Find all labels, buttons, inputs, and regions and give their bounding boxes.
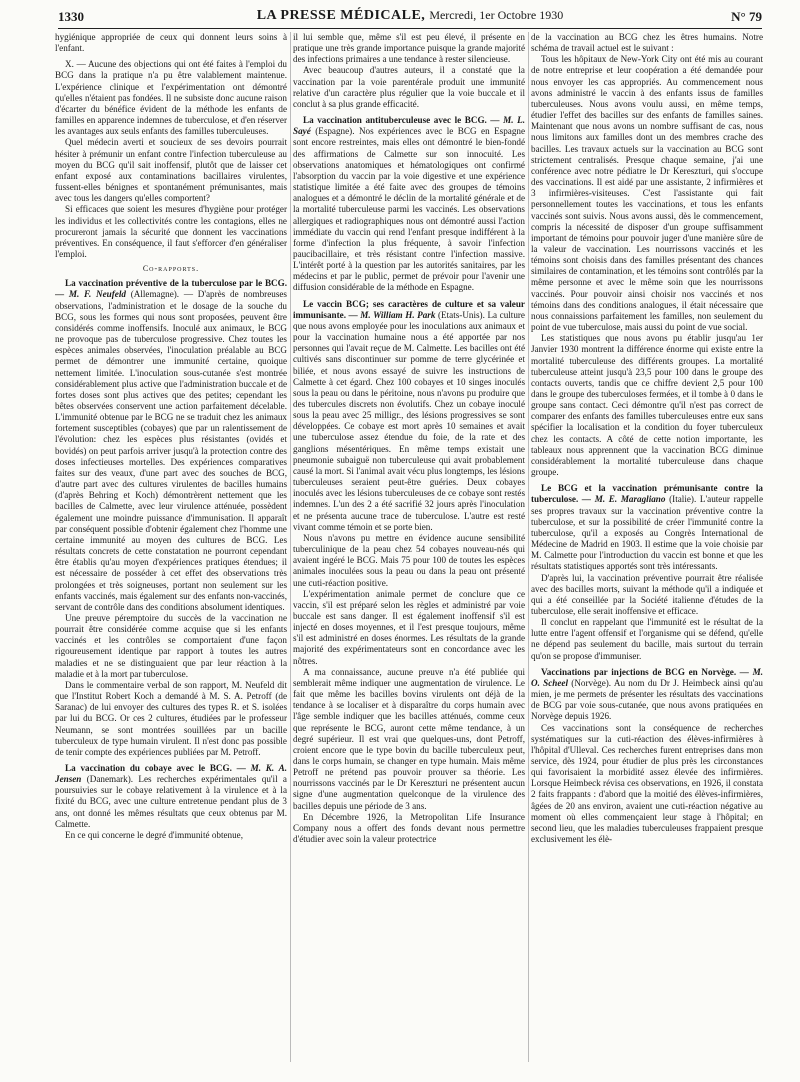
paragraph: En ce qui concerne le degré d'immunité obtenue, (65, 829, 243, 840)
report-author: — M. William H. Park (348, 309, 436, 320)
text-column-2 (293, 32, 525, 1072)
paragraph: A ma connaissance, aucune preuve n'a été publiée qui semblerait même indiquer une augmentation de virulence. Le fait que même les bacilles bovins virulents ont déjà de la tendance à se localiser et à disparaître du corps humain avec l'âge semble indiquer que les bacilles atténués, comme ceux que représente le BCG, auront cette même tendance, à un degré supérieur. Il est vrai que quelques-uns, dont Petroff, croient encore que le type bovin du bacille tuberculeux peut, dans le corps humain, se changer en type humain. Mais même Petroff ne prétend pas pouvoir prouver sa théorie. Les nourrissons vaccinés par le Dr Kereszturi ne présentent aucun signe d'une augmentation quelconque de la virulence des bacilles depuis une période de 3 ans. (293, 666, 525, 811)
issue-number: N° 79 (731, 9, 762, 24)
report-country: (Danemark). (81, 774, 139, 785)
paragraph: Nous n'avons pu mettre en évidence aucune sensibilité tuberculinique de la peau chez 54 cobayes nouveau-nés qui avaient ingéré le BCG. Mais 75 pour 100 de toutes les espèces animales inoculées sous la peau ou dans la peau ont présenté une cuti-réaction positive. (293, 532, 525, 588)
page-number: 1330 (58, 9, 84, 24)
paragraph: Ces vaccinations sont la conséquence de recherches systématiques sur la cuti-réaction des élèves-infirmières à l'hôpital d'Ulleval. Ces recherches furent entreprises dans mon service, dès 1924, pour étudier de plus près les circonstances qui favorisaient la morbidité assez élevée des infirmières. Lorsque Heimbeck révisa ces observations, en 1926, il constata 2 faits frappants : d'abord que la moitié des élèves-infirmières, âgées de 20 ans environ, avaient une cuti-réaction négative au moment où elles commençaient leur stage à l'hôpital; en second lieu, que les maladies tuberculeuses frappaient presque exclusivement les élè- (531, 722, 763, 845)
report-author: — M. L. Sayé (293, 115, 525, 137)
column-divider (528, 32, 529, 1062)
report-title: Vaccinations par injections de BCG en Norvège. (541, 666, 740, 677)
report-body: Au nom du Dr J. Heimbeck ainsi qu'au mien, je me permets de présenter les résultats des vaccinations de BCG par voie sous-cutanée, que nous avons pratiquées en Norvège depuis 1926. (531, 677, 763, 722)
paragraph: Il conclut en rappelant que l'immunité est le résultat de la lutte entre l'agent offensif et l'organisme qui se défend, qu'elle ne dépend pas seulement du bacille, mais surtout du terrain qu'on se propose d'immuniser. (531, 617, 763, 661)
report-title: La vaccination antituberculeuse avec le BCG. (303, 115, 491, 126)
report-author: — M. K. A. Jensen (55, 763, 287, 785)
column-divider (290, 32, 291, 1062)
journal-title (58, 8, 762, 24)
text-column-1 (55, 32, 287, 1072)
report-country: (Norvège). (568, 677, 614, 688)
report-country: (Etats-Unis). (435, 309, 488, 320)
paragraph: Les statistiques que nous avons pu établir jusqu'au 1er Janvier 1930 montrent la différence énorme qui existe entre la mortalité tuberculeuse des différents groupes. La mortalité tuberculeuse atteint jusqu'à 23,5 pour 100 dans le groupe des contacts ouverts, tandis que ce chiffre devient 2,5 pour 100 dans le groupe des tuberculoses fermées, et il tombe à 0 dans le groupe sans contact. Ceci démontre qu'il n'est pas correct de comparer des enfants des familles tuberculeuses entre eux sans spécifier la localisation et la condition du foyer tuberculeux chez les contacts. A côté de cette notion importante, les tableaux nous apprennent que la vaccination BCG diminue considérablement la mortalité tuberculeuse dans chaque groupe. (531, 333, 763, 478)
paragraph: Si efficaces que soient les mesures d'hygiène pour protéger les individus et les collectivités contre les contagions, elles ne procureront jamais la sécurité que donnent les vaccinations préventives. En conséquence, il faut s'efforcer d'en généraliser l'emploi. (55, 204, 287, 259)
paragraph: il lui semble que, même s'il est peu élevé, il présente en pratique une très grande importance puisque la grande majorité des infections primaires a une tendance à rester silencieuse. (293, 32, 525, 65)
report-country: (Allemagne). — (125, 289, 198, 300)
report-body: D'après de nombreuses observations, l'administration et le dosage de la souche du BCG, sous les formes qui nous sont proposées, peuvent être considérés comme inoffensifs. Inoculé aux animaux, le BCG ne provoque pas de tuberculose progressive. Chez toutes les espèces animales observées, l'inoculation préalable au BCG permet de démontrer une immunité certaine, quoique nettement limitée. L'inoculation sous-cutanée s'est montrée considérablement plus active que l'administration buccale et de fortes doses sont plus actives que des petites; cependant les bêtes observées conservent une action parfaitement décelable. L'immunité obtenue par le BCG ne se traduit chez les animaux fortement susceptibles (cobayes) que par un ralentissement de l'évolution: chez les espèces plus résistantes (ovidés et bovidés) on peut parfois arriver jusqu'à la protection contre des doses infectieuses mortelles. Des expériences comparatives faites sur des veaux, d'une part avec des souches de BCG, d'autre part avec des cultures virulentes de bacilles humains (d'après Behring et Koch) démontrèrent nettement que les bacilles de Calmette, avec leur virulence atténuée, possèdent également une moindre puissance d'immunisation. Il apparaît par conséquent possible d'obtenir également chez l'homme une certaine immunité au moyen des cultures de BCG. Les résultats concrets de cette constatation ne pourront cependant être établis qu'au moyen d'expériences pratiques étendues; il est nécessaire de posséder à cet effet des observations très prolongées et très soigneuses, portant non seulement sur les enfants vaccinés, mais également sur des enfants non-vaccinés, servant de contrôle dans des conditions absolument identiques. (55, 289, 287, 612)
section-heading: Co-rapports. (142, 264, 200, 274)
paragraph: hygiénique appropriée de ceux qui donnent leurs soins à l'enfant. (55, 32, 287, 54)
paragraph: de la vaccination au BCG chez les êtres humains. Notre schéma de travail actuel est le suivant : (531, 32, 763, 54)
report-author: — M. E. Maragliano (581, 494, 666, 505)
text-column-3 (531, 32, 763, 1072)
report-body: Les recherches expérimentales qu'il a poursuivies sur le cobaye relativement à la virulence et à la fixité du BCG, avec une culture entretenue pendant plus de 3 ans, ont donné les mêmes résultats que ceux obtenus par M. Calmette. (55, 774, 287, 829)
paragraph: D'après lui, la vaccination préventive pourrait être réalisée avec des bacilles morts, suivant la méthode qu'il a indiquée et qui a été conseillée par la Société italienne d'études de la tuberculose, elle serait inoffensive et efficace. (531, 572, 763, 616)
report-author: — M. F. Neufeld (55, 289, 126, 300)
report-title: Le vaccin BCG; ses caractères de culture et sa valeur immunisante. (293, 298, 525, 320)
paragraph: L'expérimentation animale permet de conclure que ce vaccin, s'il est préparé selon les règles et administré par voie buccale est sans danger. Il est également inoffensif s'il est injecté en doses moyennes, et il l'est presque toujours, même s'il est administré en doses énormes. Les résultats de la grande majorité des expérimentateurs sont en concordance avec les nôtres. (293, 588, 525, 666)
paragraph: Dans le commentaire verbal de son rapport, M. Neufeld dit que l'Institut Robert Koch a demandé à M. S. A. Petroff (de Saranac) de lui envoyer des cultures des types R. et S. isolées par lui du BCG. Or ces 2 cultures, étudiées par le professeur Neumann, se sont montrées souillées par un bacille tuberculeux de type humain virulent. Il n'est donc pas possible de tenir compte des expériences publiées par M. Petroff. (55, 679, 287, 757)
article-report (531, 667, 763, 723)
article-report (55, 763, 287, 830)
report-body: L'auteur rappelle ses propres travaux sur la vaccination préventive contre la tuberculose, et sur la possibilité de créer l'immunité contre la tuberculose, qu'il a exposés au Congrès International de Médecine de Madrid en 1903. Il estime que la voie choisie par M. Calmette pour l'introduction du vaccin est bonne et que les résultats statistiques apportés sont très intéressants. (531, 494, 763, 572)
page-header (58, 6, 762, 29)
report-country: (Italie). (665, 494, 700, 505)
report-title: La vaccination préventive de la tuberculose par le BCG. (65, 278, 287, 289)
paragraph: X. — Aucune des objections qui ont été faites à l'emploi du BCG dans la pratique n'a pu être valablement maintenue. L'expérience clinique et l'expérimentation ont démontré qu'elles n'étaient pas fondées. Il ne subsiste donc aucune raison d'écarter du bénéfice évident de la méthode les enfants de familles en apparence indemnes de tuberculose, et d'en réserver les avantages aux seuls enfants des familles tuberculeuses. (55, 59, 287, 137)
report-title: La vaccination du cobaye avec le BCG. (65, 763, 237, 773)
report-author: — M. O. Scheel (531, 666, 763, 688)
report-body: La culture que nous avons employée pour les inoculations aux animaux et pour la vaccination humaine nous a été apportée par nos personnes qui l'avait reçue de M. Calmette. Les bacilles ont été cultivés sans discontinuer sur pomme de terre glycérinée et biliée, et nous avons essayé de suivre les instructions de Calmette à cet égard. Chez 100 cobayes et 10 singes inoculés sous la peau ou dans le péritoine, nous n'avons pu produire que des tubercules discrets non évolutifs. Chez un cobaye inoculé sous la peau avec 25 milligr., des lésions progressives se sont développées. Ce cobaye est mort après 10 semaines et avait une tuberculose assez étendue du foie, de la rate et des ganglions mésentériques. En même temps existait une pneumonie subaiguë non tuberculeuse qui avait probablement causé la mort. Si l'animal avait vécu plus longtemps, les lésions tuberculeuses seraient peut-être guéries. Deux cobayes inoculés avec les lésions tuberculeuses de ce cobaye sont restés indemnes. L'un des 2 a été sacrifié 32 jours après l'inoculation et ne présenta aucune trace de tuberculose. L'autre est resté vivant comme témoin et se porte bien. (293, 309, 525, 532)
paragraph: Tous les hôpitaux de New-York City ont été mis au courant de notre entreprise et leur coopération a été demandée pour nous envoyer les cas appropriés. Au commencement nous avons administré le vaccin à des enfants issus de familles tuberculeuses. Nous avons voulu aussi, en même temps, étudier l'effet des bacilles sur des enfants de familles saines. Maintenant que nous avons un nombre suffisant de cas, nous nous limitons aux familles dont un des membres crache des bacilles. Les travaux actuels sur la vaccination au BCG sont strictement centralisés. Presque chaque semaine, j'ai une conférence avec notre pédiatre le Dr Kereszturi, qui s'occupe des vaccinations. Il est aidé par une assistante, 2 infirmières et 3 infirmières-visiteuses. C'est l'assistante qui fait personnellement toutes les vaccinations, et tous les enfants vaccinés sont suivis. Nous avons aussi, dès le commencement, compris la nécessité de disposer d'un groupe suffisamment important de témoins pour pouvoir juger d'une manière sûre de la valeur de vaccination. Les nourrissons vaccinés et les témoins sont choisis dans des familles présentant des chances similaires de contamination, et les témoins sont contrôlés par la même personne et avec le même soin que les nourrissons vaccinés. Pour pouvoir ainsi choisir nos vaccinés et nos témoins dans des conditions analogues, il était nécessaire que nous connaissions parfaitement les familles, non seulement du point de vue tuberculose, mais aussi du point de vue social. (531, 54, 763, 333)
paragraph: Avec beaucoup d'autres auteurs, il a constaté que la vaccination par la voie parentérale produit une immunité relative d'un caractère plus régulier que la voie buccale et il conclut à sa plus grande efficacité. (293, 65, 525, 109)
report-body: Nos expériences avec le BCG en Espagne sont encore restreintes, mais elles ont démontré le bien-fondé des affirmations de Calmette sur son innocuité. Les observations anatomiques et hématologiques ont confirmé l'absorption du vaccin par la voie digestive et une expérience statistique limitée a été faite avec des groupes de témoins analogues et a démontré le déclin de la mortalité générale et de la mortalité tuberculeuse parmi les vaccinés. Les observations allergiques et radiographiques nous ont démontré aussi l'action immédiate du vaccin qui rend l'enfant presque indifférent à la forme d'infection la plus fréquente, à savoir l'infection paucibacillaire, et très résistant contre l'infection massive. L'intérêt porté à la question par les autorités sanitaires, par les médecins et par le public, permet de prévoir pour l'avenir une diffusion considérable de la méthode en Espagne. (293, 126, 525, 293)
paragraph: Une preuve péremptoire du succès de la vaccination ne pourrait être considérée comme acquise que si les enfants vaccinés et les contrôles se comportaient d'une façon rigoureusement identique par rapport à toutes les autres maladies et ne se distinguaient que par leur réaction à la maladie et à la mort par tuberculose. (55, 612, 287, 679)
article-report (531, 483, 763, 572)
article-report (293, 115, 525, 294)
report-title: Le BCG et la vaccination prémunisante contre la tuberculose. (531, 483, 763, 505)
article-report (55, 278, 287, 613)
report-country: (Espagne). (310, 126, 359, 137)
article-report (293, 299, 525, 533)
journal-name: LA PRESSE MÉDICALE, (256, 8, 426, 23)
paragraph: Quel médecin averti et soucieux de ses devoirs pourrait hésiter à prémunir un enfant contre l'infection tuberculeuse au moyen du BCG qu'il sait inoffensif, plutôt que de laisser cet enfant exposé aux contaminations bacillaires virulentes, fussent-elles bénignes et spontanément prémunisantes, mais avec tous les dangers qu'elles comportent? (55, 137, 287, 204)
issue-date: Mercredi, 1er Octobre 1930 (429, 8, 564, 22)
paragraph: En Décembre 1926, la Metropolitan Life Insurance Company nous a offert des fonds devant nous permettre d'étudier avec soin la valeur protectrice (293, 811, 525, 845)
